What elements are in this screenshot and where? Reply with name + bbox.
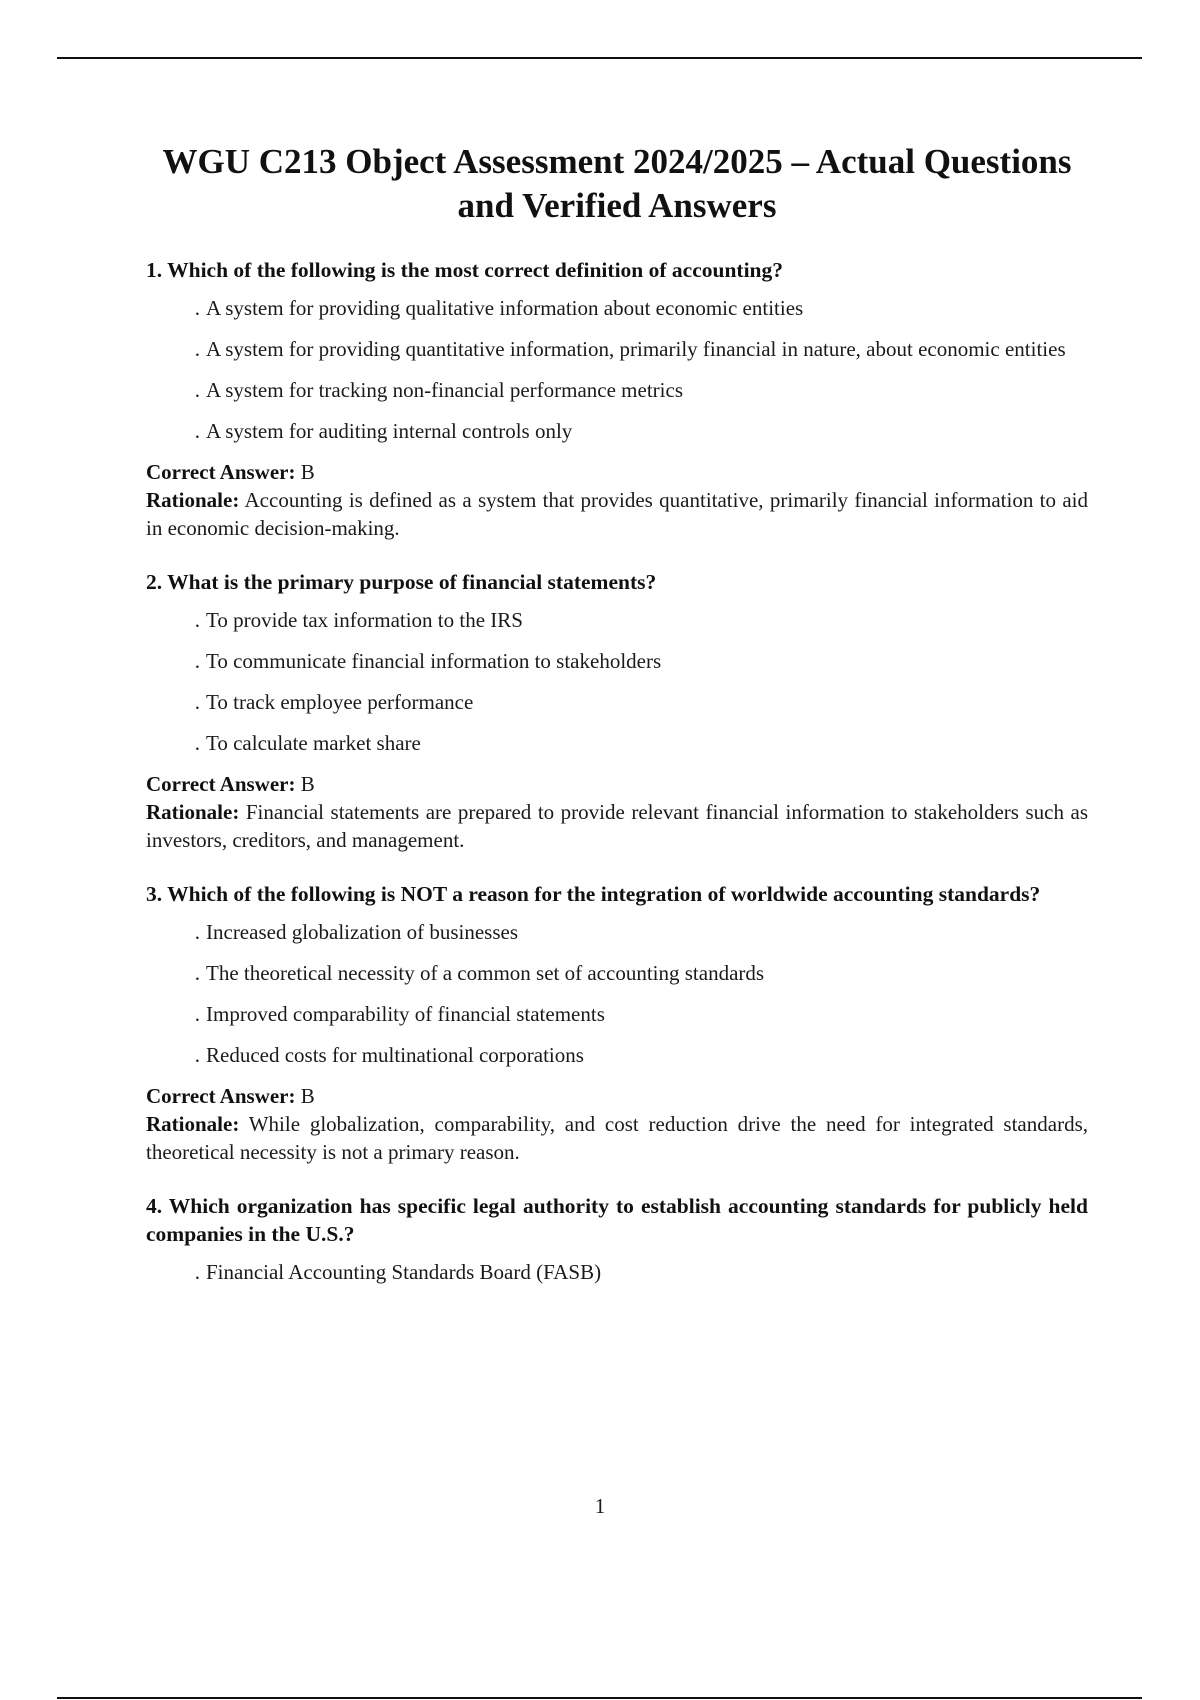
option-text: Reduced costs for multinational corporations bbox=[206, 1043, 584, 1067]
question-text: 1. Which of the following is the most correct definition of accounting? bbox=[146, 258, 784, 282]
rationale-text: Accounting is defined as a system that provides quantitative, primarily financial information to aid in economic decision-making. bbox=[146, 488, 1088, 540]
option-b[interactable] bbox=[146, 647, 1088, 676]
option-text: To track employee performance bbox=[206, 690, 474, 714]
header-rule bbox=[57, 57, 1142, 59]
option-b[interactable] bbox=[146, 959, 1088, 988]
footer-rule bbox=[57, 1697, 1142, 1699]
option-text: A system for providing quantitative information, primarily financial in nature, about economic entities bbox=[206, 337, 1066, 361]
rationale-text: While globalization, comparability, and cost reduction drive the need for integrated standards, theoretical necessity is not a primary reason. bbox=[146, 1112, 1088, 1164]
option-d[interactable] bbox=[146, 1041, 1088, 1070]
option-marker: . bbox=[194, 337, 200, 361]
option-marker: . bbox=[194, 608, 200, 632]
option-marker: . bbox=[194, 961, 200, 985]
question-1 bbox=[146, 256, 1088, 542]
correct-answer-label: Correct Answer: bbox=[146, 460, 296, 484]
correct-answer-label: Correct Answer: bbox=[146, 772, 296, 796]
correct-answer bbox=[146, 1082, 1088, 1110]
option-marker: . bbox=[194, 1002, 200, 1026]
question-text: 4. Which organization has specific legal authority to establish accounting standards for publicly held companies in the U.S.? bbox=[146, 1194, 1088, 1246]
option-text: A system for tracking non-financial performance metrics bbox=[206, 378, 683, 402]
option-text: A system for providing qualitative information about economic entities bbox=[206, 296, 804, 320]
option-c[interactable] bbox=[146, 688, 1088, 717]
correct-answer-label: Correct Answer: bbox=[146, 1084, 296, 1108]
correct-answer bbox=[146, 458, 1088, 486]
option-text: To provide tax information to the IRS bbox=[206, 608, 523, 632]
option-list bbox=[146, 294, 1088, 446]
option-marker: . bbox=[194, 690, 200, 714]
question-text: 2. What is the primary purpose of financial statements? bbox=[146, 570, 657, 594]
correct-answer bbox=[146, 770, 1088, 798]
option-text: Improved comparability of financial statements bbox=[206, 1002, 605, 1026]
option-text: To communicate financial information to stakeholders bbox=[206, 649, 662, 673]
page-number: 1 bbox=[594, 1494, 606, 1518]
option-marker: . bbox=[194, 378, 200, 402]
option-a[interactable] bbox=[146, 918, 1088, 947]
rationale-label: Rationale: bbox=[146, 488, 240, 512]
question-3 bbox=[146, 880, 1088, 1166]
rationale-text: Financial statements are prepared to provide relevant financial information to stakeholders such as investors, creditors, and management. bbox=[146, 800, 1089, 852]
question-text: 3. Which of the following is NOT a reason for the integration of worldwide accounting standards? bbox=[146, 882, 1041, 906]
option-list bbox=[146, 918, 1088, 1070]
question-2 bbox=[146, 568, 1088, 854]
option-text: A system for auditing internal controls only bbox=[206, 419, 573, 443]
document-title: WGU C213 Object Assessment 2024/2025 – Actual Questions and Verified Answers bbox=[162, 142, 1072, 225]
rationale-label: Rationale: bbox=[146, 1112, 240, 1136]
rationale bbox=[146, 486, 1088, 542]
option-d[interactable] bbox=[146, 417, 1088, 446]
option-marker: . bbox=[194, 419, 200, 443]
document-body bbox=[146, 140, 1088, 1299]
option-list bbox=[146, 606, 1088, 758]
option-text: Financial Accounting Standards Board (FASB) bbox=[206, 1260, 602, 1284]
option-marker: . bbox=[194, 1260, 200, 1284]
correct-answer-value: B bbox=[300, 772, 315, 796]
option-marker: . bbox=[194, 649, 200, 673]
option-a[interactable] bbox=[146, 606, 1088, 635]
option-c[interactable] bbox=[146, 1000, 1088, 1029]
rationale bbox=[146, 798, 1088, 854]
option-text: Increased globalization of businesses bbox=[206, 920, 518, 944]
option-marker: . bbox=[194, 296, 200, 320]
question-4 bbox=[146, 1192, 1088, 1287]
option-text: The theoretical necessity of a common set of accounting standards bbox=[206, 961, 765, 985]
correct-answer-value: B bbox=[300, 460, 315, 484]
option-c[interactable] bbox=[146, 376, 1088, 405]
option-marker: . bbox=[194, 731, 200, 755]
option-text: To calculate market share bbox=[206, 731, 421, 755]
option-marker: . bbox=[194, 1043, 200, 1067]
rationale-label: Rationale: bbox=[146, 800, 240, 824]
option-marker: . bbox=[194, 920, 200, 944]
rationale bbox=[146, 1110, 1088, 1166]
option-d[interactable] bbox=[146, 729, 1088, 758]
option-a[interactable] bbox=[146, 1258, 1088, 1287]
option-list bbox=[146, 1258, 1088, 1287]
correct-answer-value: B bbox=[300, 1084, 315, 1108]
option-b[interactable] bbox=[146, 335, 1088, 364]
option-a[interactable] bbox=[146, 294, 1088, 323]
